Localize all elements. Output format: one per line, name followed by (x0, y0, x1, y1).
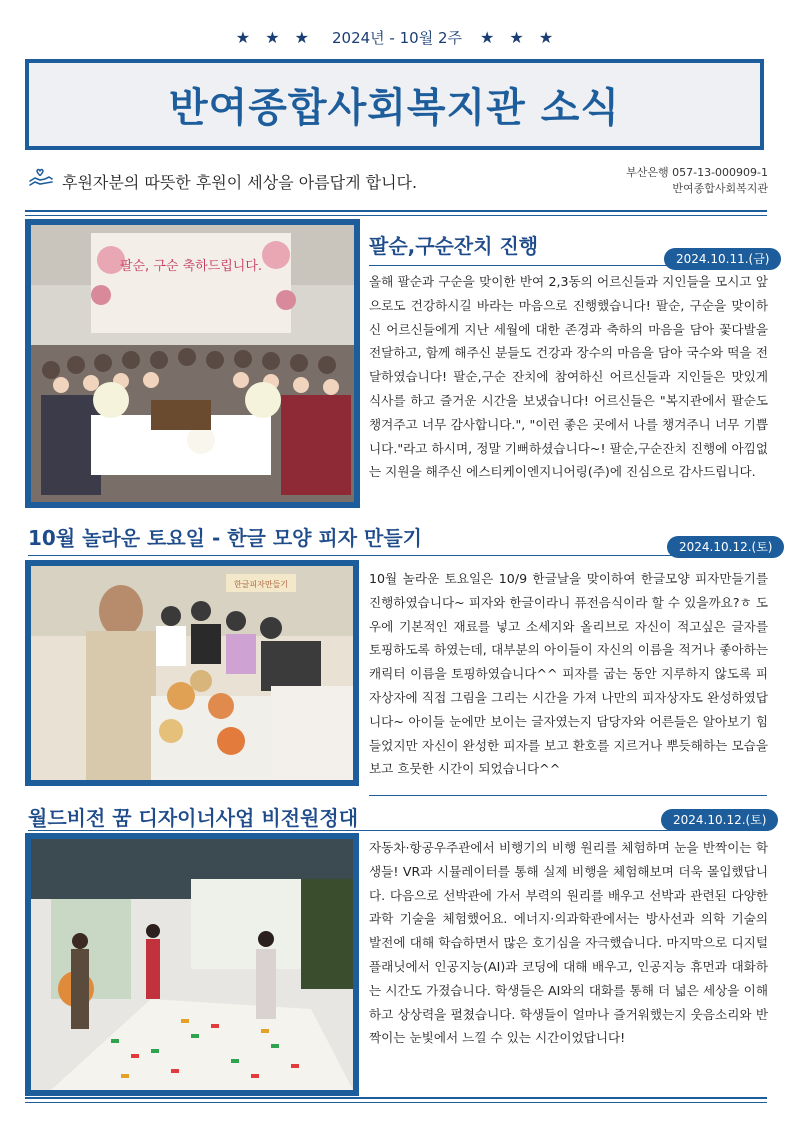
bank-account-holder: 반여종합사회복지관 (672, 182, 768, 195)
article-1-photo (25, 219, 360, 508)
header-rule-2 (25, 215, 767, 216)
donation-message (28, 168, 417, 194)
newsletter-title: 반여종합사회복지관 소식 (169, 85, 620, 131)
footer-rule-2 (25, 1102, 767, 1103)
star-icons-right: ★ ★ ★ (480, 27, 559, 47)
article-3-date: 2024.10.12.(토) (661, 809, 778, 831)
article-1-title: 팔순,구순잔치 진행 (369, 234, 539, 258)
bank-account-number: 부산은행 057-13-000909-1 (626, 166, 768, 179)
header-rule-1 (25, 210, 767, 212)
donation-text: 후원자분의 따뜻한 후원이 세상을 아름답게 합니다. (62, 172, 418, 192)
article-2-photo-banner: 한글피자만들기 (233, 580, 289, 589)
issue-date: 2024년 - 10월 2주 (332, 28, 462, 47)
article-2-bottom-rule (369, 795, 767, 796)
article-2-title: 10월 놀라운 토요일 - 한글 모양 피자 만들기 (28, 526, 422, 550)
article-3-title: 월드비전 꿈 디자이너사업 비전원정대 (28, 806, 359, 830)
article-1-body: 올해 팔순과 구순을 맞이한 반여 2,3동의 어르신들과 지인들을 모시고 앞으로도 건강하시길 바라는 마음으로 진행했습니다! 팔순, 구순을 맞이하신 어르신들에게 지난 세월에 대한 존경과 축하의 마음을 담아 꽃다발을 전달하고, 함께 해주신 분들도 건강과 장수의 마음을 담아 국수와 떡을 전달하였습니다! 팔순,구순 잔치에 참여하신 어르신들과 지인들은 맛있게 식사를 하고 즐거운 시간을 보냈습니다! 어르신들은 "복지관에서 팔순도 챙겨주고 너무 감사합니다.", "이런 좋은 곳에서 나를 챙겨주니 너무 기쁩니다."라고 하시며, 정말 기뻐하셨습니다~! 팔순,구순잔치 진행에 아낌없는 지원을 해주신 에스티케이엔지니어링(주)에 진심으로 감사드립니다. (369, 274, 768, 480)
star-icons-left: ★ ★ ★ (235, 27, 314, 47)
article-1-title-rule (369, 265, 769, 266)
article-2-title-rule (28, 555, 768, 556)
article-2-photo (25, 560, 359, 786)
issue-line (0, 24, 794, 50)
article-1-date: 2024.10.11.(금) (664, 248, 781, 270)
article-3-title-rule (28, 830, 768, 831)
article-2-body: 10월 놀라운 토요일은 10/9 한글날을 맞이하여 한글모양 피자만들기를 진행하였습니다~ 피자와 한글이라니 퓨전음식이라 할 수 있을까요?ㅎ 도우에 기본적인 재료를 넣고 소세지와 올리브로 자신이 적고싶은 글자를 토핑하도록 하였는데, 대부분의 아이들이 자신의 이름을 적거나 좋아하는 캐릭터 이름을 토핑하였습니다^^ 피자를 굽는 동안 지루하지 않도록 피자상자에 직접 그림을 그리는 시간을 가져 나만의 피자상자도 완성하였답니다~ 아이들 눈에만 보이는 글자였는지 담당자와 어른들은 알아보기 힘들었지만 자신이 완성한 피자를 보고 환호를 지르거나 뿌듯해하는 모습을 보고 흐뭇한 시간이 되었습니다^^ (369, 571, 768, 777)
footer-rule-1 (25, 1097, 767, 1099)
bank-account (626, 165, 768, 197)
article-3-body: 자동차·항공우주관에서 비행기의 비행 원리를 체험하며 눈을 반짝이는 학생들! VR과 시뮬레이터를 통해 실제 비행을 체험해보며 더욱 몰입했답니다. 다음으로 선박관에 가서 부력의 원리를 배우고 선박과 관련된 다양한 과학 기술을 체험했어요. 에너지·의과학관에서는 방사선과 의학 기술의 발전에 대해 학습하면서 많은 호기심을 자극했습니다. 마지막으로 디지털 플래닛에서 인공지능(AI)과 코딩에 대해 배우고, 인공지능 휴먼과 대화하는 시간도 가졌습니다. 학생들은 AI와의 대화를 통해 더 넓은 세상을 이해하고 상상력을 펼쳤습니다. 학생들이 얼마나 즐거워했는지 웃음소리와 반짝이는 눈빛에서 느낄 수 있는 시간이었답니다! (369, 840, 768, 1046)
hand-heart-icon (28, 168, 54, 194)
newsletter-title-box (25, 59, 764, 150)
article-3-photo (25, 833, 359, 1096)
article-2-date: 2024.10.12.(토) (667, 536, 784, 558)
article-1-photo-banner: 팔순, 구순 축하드립니다. (119, 259, 263, 274)
